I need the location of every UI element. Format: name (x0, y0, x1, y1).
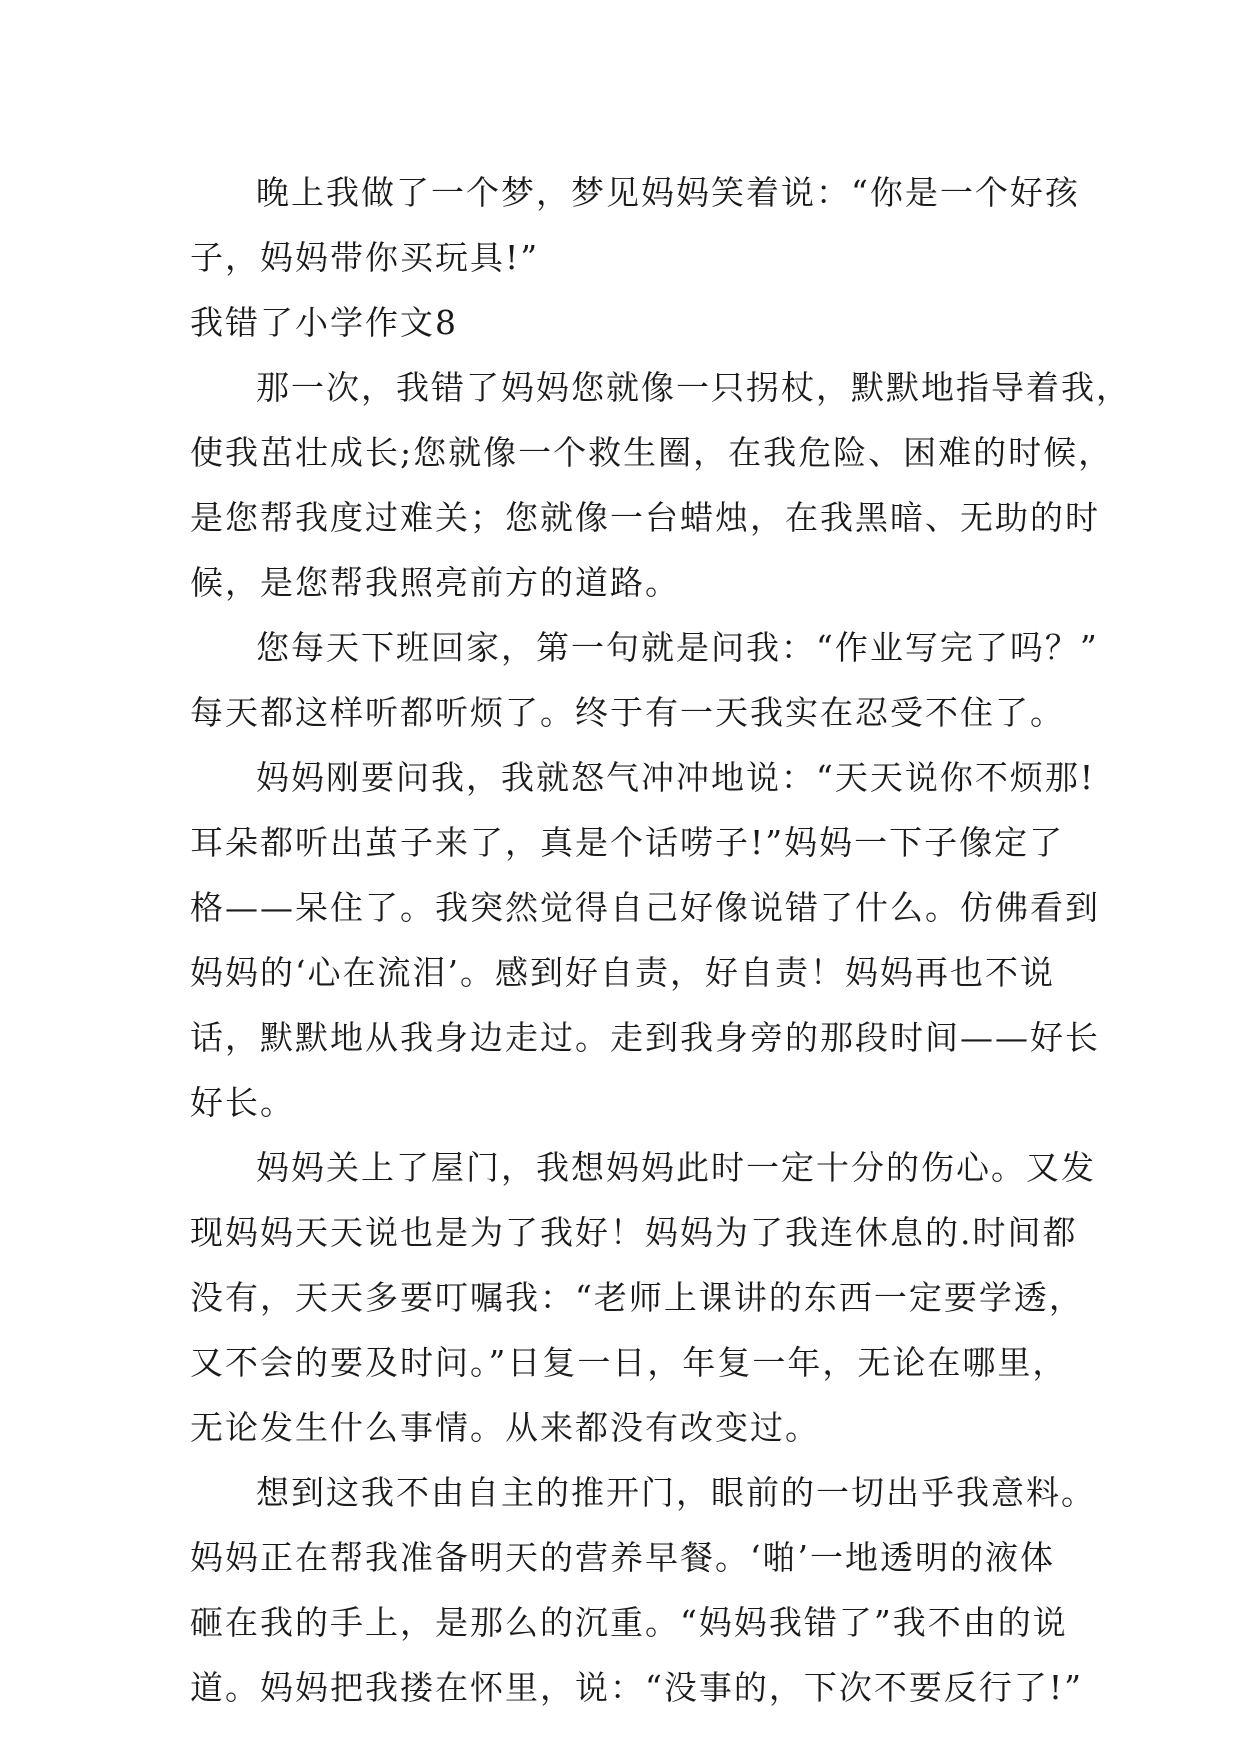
text-line: 那一次，我错了妈妈您就像一只拐杖，默默地指导着我， (256, 368, 1131, 407)
text-line: 子，妈妈带你买玩具!” (190, 238, 540, 277)
paragraph (190, 745, 1100, 1135)
section-title (190, 290, 1070, 355)
text-line: 候，是您帮我照亮前方的道路。 (190, 563, 680, 602)
text-line: 无论发生什么事情。从来都没有改变过。 (190, 1408, 820, 1447)
text-line: 妈妈的‘心在流泪’。感到好自责，好自责！妈妈再也不说 (190, 953, 1055, 992)
paragraph (190, 160, 1080, 290)
text-line: 您每天下班回家，第一句就是问我：“作业写完了吗？” (256, 628, 1099, 667)
text-line: 现妈妈天天说也是为了我好！妈妈为了我连休息的.时间都 (190, 1213, 1078, 1252)
text-line: 使我茁壮成长;您就像一个救生圈，在我危险、困难的时候， (190, 433, 1114, 472)
text-line: 妈妈关上了屋门，我想妈妈此时一定十分的伤心。又发 (256, 1148, 1096, 1187)
essay-title: 我错了小学作文8 (190, 303, 458, 342)
document-body (190, 160, 1131, 1720)
text-line: 每天都这样听都听烦了。终于有一天我实在忍受不住了。 (190, 693, 1065, 732)
text-line: 砸在我的手上，是那么的沉重。“妈妈我错了”我不由的说 (190, 1603, 1068, 1642)
text-line: 耳朵都听出茧子来了，真是个话唠子!”妈妈一下子像定了 (190, 823, 1065, 862)
paragraph (190, 1460, 1096, 1720)
paragraph (190, 615, 1099, 745)
text-line: 妈妈刚要问我，我就怒气冲冲地说：“天天说你不烦那! (256, 758, 1096, 797)
text-line: 是您帮我度过难关；您就像一台蜡烛，在我黑暗、无助的时 (190, 498, 1100, 537)
text-line: 好长。 (190, 1083, 295, 1122)
text-line: 妈妈正在帮我准备明天的营养早餐。‘啪’一地透明的液体 (190, 1538, 1055, 1577)
text-line: 又不会的要及时问。”日复一日，年复一年，无论在哪里， (190, 1343, 1068, 1382)
text-line: 格——呆住了。我突然觉得自己好像说错了什么。仿佛看到 (190, 888, 1100, 927)
paragraph (190, 1135, 1096, 1460)
paragraph (190, 355, 1131, 615)
text-line: 想到这我不由自主的推开门，眼前的一切出乎我意料。 (256, 1473, 1096, 1512)
text-line: 晚上我做了一个梦，梦见妈妈笑着说：“你是一个好孩 (256, 173, 1080, 212)
text-line: 道。妈妈把我搂在怀里，说：“没事的，下次不要反行了!” (190, 1668, 1084, 1707)
text-line: 话，默默地从我身边走过。走到我身旁的那段时间——好长 (190, 1018, 1100, 1057)
text-line: 没有，天天多要叮嘱我：“老师上课讲的东西一定要学透， (190, 1278, 1084, 1317)
